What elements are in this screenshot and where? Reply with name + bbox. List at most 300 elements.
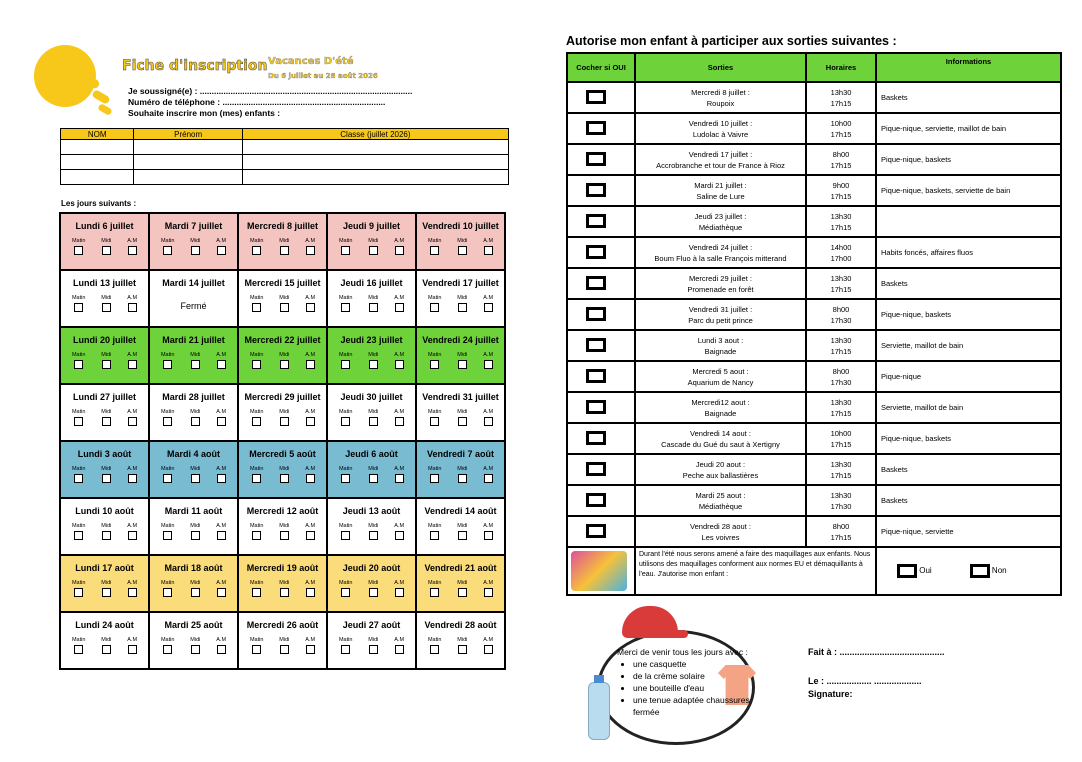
slot-checkbox[interactable] (280, 303, 289, 312)
subtitle-text: Vacances D'été (268, 56, 354, 67)
slot-checkbox[interactable] (430, 417, 439, 426)
outing-horaires (806, 361, 876, 392)
slot-checkbox[interactable] (191, 474, 200, 483)
slot-checkbox[interactable] (252, 645, 261, 654)
slot-checkbox[interactable] (102, 360, 111, 369)
outing-date: Vendredi 10 juillet : (688, 118, 753, 128)
slot (101, 523, 111, 540)
slot-checkbox[interactable] (306, 588, 315, 597)
slot-checkbox[interactable] (484, 417, 493, 426)
slot-checkbox[interactable] (163, 417, 172, 426)
slot-checkbox[interactable] (74, 588, 83, 597)
slot (216, 466, 226, 483)
outing-start: 13h30 (830, 490, 852, 500)
slot-checkbox[interactable] (430, 645, 439, 654)
slot-checkbox[interactable] (369, 588, 378, 597)
slot-checkbox[interactable] (128, 474, 137, 483)
slot (279, 637, 289, 654)
slot-group (239, 523, 326, 540)
day-name: Lundi 20 juillet (72, 335, 136, 345)
slot-label: Matin (249, 523, 264, 529)
day-name: Lundi 27 juillet (72, 392, 136, 402)
prenom-cell[interactable] (134, 140, 242, 155)
slot-checkbox[interactable] (102, 303, 111, 312)
day-name: Mercredi 22 juillet (244, 335, 321, 345)
col-sorties: Sorties (635, 53, 806, 82)
slot-checkbox[interactable] (280, 417, 289, 426)
makeup-non-checkbox[interactable] (970, 564, 990, 578)
classe-cell[interactable] (242, 170, 508, 185)
slot-group (239, 295, 326, 312)
slot-checkbox[interactable] (163, 474, 172, 483)
slot-checkbox[interactable] (430, 303, 439, 312)
slot-checkbox[interactable] (395, 588, 404, 597)
slot-label: Matin (71, 238, 86, 244)
calendar-day-cell (327, 213, 416, 270)
slot-checkbox[interactable] (458, 531, 467, 540)
day-name: Vendredi 24 juillet (422, 335, 499, 345)
outing-checkbox[interactable] (586, 152, 606, 166)
slot (457, 352, 467, 369)
slot (483, 466, 493, 483)
slot-checkbox[interactable] (341, 588, 350, 597)
outing-start: 8h00 (832, 521, 850, 531)
slot-label: A.M (394, 523, 405, 529)
slot-checkbox[interactable] (484, 303, 493, 312)
slot-checkbox[interactable] (395, 417, 404, 426)
slot-checkbox[interactable] (369, 474, 378, 483)
slot-checkbox[interactable] (252, 360, 261, 369)
phone-line[interactable]: Numéro de téléphone : ..................................................................... (128, 97, 386, 107)
slot-checkbox[interactable] (217, 474, 226, 483)
col-informations: Informations (876, 53, 1061, 82)
slot-checkbox[interactable] (341, 531, 350, 540)
outing-row (567, 206, 1061, 237)
slot-checkbox[interactable] (369, 417, 378, 426)
slot-group (417, 466, 504, 483)
slot-checkbox[interactable] (341, 474, 350, 483)
classe-cell[interactable] (242, 140, 508, 155)
slot-checkbox[interactable] (280, 588, 289, 597)
slot (250, 409, 263, 426)
slot-checkbox[interactable] (369, 360, 378, 369)
slot-checkbox[interactable] (74, 474, 83, 483)
slot (250, 580, 263, 597)
outing-row (567, 423, 1061, 454)
calendar-day-cell (149, 555, 238, 612)
outing-horaires (806, 423, 876, 454)
outing-checkbox[interactable] (586, 121, 606, 135)
slot-checkbox[interactable] (217, 645, 226, 654)
slot-group (328, 580, 415, 597)
slot-checkbox[interactable] (163, 588, 172, 597)
outing-horaires (806, 175, 876, 206)
slot-label: Midi (101, 637, 112, 643)
slot-checkbox[interactable] (341, 417, 350, 426)
slot-label: A.M (394, 637, 405, 643)
signature-label: Signature: (808, 689, 853, 699)
slot-label: Midi (457, 580, 468, 586)
slot-checkbox[interactable] (306, 417, 315, 426)
slot (250, 466, 263, 483)
slot-group (417, 238, 504, 255)
outing-place: Parc du petit prince (688, 315, 753, 325)
calendar-week-row (60, 612, 505, 669)
slot-checkbox[interactable] (102, 531, 111, 540)
outing-start: 10h00 (830, 428, 852, 438)
outing-check-cell (567, 113, 635, 144)
slot-checkbox[interactable] (252, 303, 261, 312)
slot-checkbox[interactable] (128, 588, 137, 597)
slot-checkbox[interactable] (484, 246, 493, 255)
slot-checkbox[interactable] (217, 360, 226, 369)
slot-checkbox[interactable] (102, 417, 111, 426)
slot-group (61, 466, 148, 483)
outing-date: Jeudi 20 aout : (695, 459, 746, 469)
outing-checkbox[interactable] (586, 338, 606, 352)
slot-checkbox[interactable] (74, 360, 83, 369)
slot-label: A.M (305, 295, 316, 301)
slot-checkbox[interactable] (306, 474, 315, 483)
outing-date: Mercredi 5 aout : (692, 366, 749, 376)
slot-checkbox[interactable] (430, 474, 439, 483)
slot-checkbox[interactable] (252, 417, 261, 426)
slot (161, 580, 174, 597)
slot-checkbox[interactable] (484, 474, 493, 483)
slot-label: Midi (368, 295, 379, 301)
outing-end: 17h15 (830, 408, 852, 418)
outing-row (567, 237, 1061, 268)
slot-label: Matin (338, 238, 353, 244)
outing-date: Vendredi 17 juillet : (688, 149, 753, 159)
slot-checkbox[interactable] (163, 246, 172, 255)
slot-checkbox[interactable] (369, 303, 378, 312)
slot-checkbox[interactable] (458, 246, 467, 255)
slot-checkbox[interactable] (252, 531, 261, 540)
outing-info: Serviette, maillot de bain (876, 392, 1061, 423)
slot-label: A.M (127, 295, 138, 301)
day-name: Vendredi 28 août (424, 620, 497, 630)
outing-place: Baignade (704, 346, 737, 356)
slot-checkbox[interactable] (458, 474, 467, 483)
slot-checkbox[interactable] (458, 417, 467, 426)
slot-checkbox[interactable] (74, 531, 83, 540)
col-cocher: Cocher si OUI (567, 53, 635, 82)
outing-date: Lundi 3 aout : (697, 335, 744, 345)
slot (428, 352, 441, 369)
slot-checkbox[interactable] (191, 645, 200, 654)
slot-checkbox[interactable] (128, 417, 137, 426)
slot-checkbox[interactable] (458, 588, 467, 597)
slot-label: Midi (190, 466, 201, 472)
slot-checkbox[interactable] (484, 645, 493, 654)
slot-checkbox[interactable] (128, 531, 137, 540)
slot-label: Midi (190, 352, 201, 358)
slot-checkbox[interactable] (74, 303, 83, 312)
slot (339, 295, 352, 312)
slot-checkbox[interactable] (74, 246, 83, 255)
slot-checkbox[interactable] (102, 246, 111, 255)
slot-checkbox[interactable] (484, 531, 493, 540)
slot (127, 580, 137, 597)
slot-checkbox[interactable] (217, 417, 226, 426)
slot (101, 295, 111, 312)
makeup-image-cell (567, 547, 635, 595)
slot (457, 238, 467, 255)
date-line[interactable]: Le : .................. ................... (808, 676, 922, 686)
slot-group (61, 295, 148, 312)
day-name: Lundi 6 juillet (75, 221, 134, 231)
slot (394, 466, 404, 483)
slot (161, 523, 174, 540)
slot (394, 523, 404, 540)
slot-checkbox[interactable] (217, 588, 226, 597)
slot-label: A.M (216, 523, 227, 529)
slot-label: Midi (368, 352, 379, 358)
outing-checkbox[interactable] (586, 214, 606, 228)
nom-cell[interactable] (61, 155, 134, 170)
slot (279, 523, 289, 540)
classe-cell[interactable] (242, 155, 508, 170)
slot-checkbox[interactable] (341, 360, 350, 369)
slot-checkbox[interactable] (341, 645, 350, 654)
slot-checkbox[interactable] (430, 588, 439, 597)
day-name: Mercredi 5 août (249, 449, 316, 459)
slot-label: A.M (127, 523, 138, 529)
calendar-day-cell (149, 441, 238, 498)
prenom-cell[interactable] (134, 155, 242, 170)
calendar-day-cell (416, 555, 505, 612)
outing-place: Baignade (704, 408, 737, 418)
parent-name-line[interactable]: Je soussigné(e) : .......................................................................................... (128, 86, 413, 96)
calendar-day-cell (416, 612, 505, 669)
slot-checkbox[interactable] (102, 474, 111, 483)
outing-row (567, 485, 1061, 516)
slot-checkbox[interactable] (191, 360, 200, 369)
slot-label: Midi (368, 466, 379, 472)
outing-date: Vendredi 24 juillet : (688, 242, 753, 252)
slot-checkbox[interactable] (280, 645, 289, 654)
calendar-week-row (60, 555, 505, 612)
slot-checkbox[interactable] (217, 531, 226, 540)
slot-checkbox[interactable] (217, 246, 226, 255)
slot-checkbox[interactable] (280, 531, 289, 540)
slot-checkbox[interactable] (128, 645, 137, 654)
outing-checkbox[interactable] (586, 400, 606, 414)
slot-group (417, 352, 504, 369)
slot-checkbox[interactable] (458, 360, 467, 369)
slot-checkbox[interactable] (484, 588, 493, 597)
day-name: Mardi 18 août (164, 563, 223, 573)
makeup-row (567, 547, 1061, 595)
slot-label: A.M (305, 352, 316, 358)
outing-checkbox[interactable] (586, 183, 606, 197)
slot-checkbox[interactable] (74, 645, 83, 654)
day-name: Jeudi 27 août (342, 620, 401, 630)
fait-a-line[interactable]: Fait à : .......................................... (808, 647, 945, 657)
reminder-text (617, 646, 757, 718)
slot (72, 295, 85, 312)
slot (339, 352, 352, 369)
slot (457, 637, 467, 654)
slot (216, 238, 226, 255)
slot-checkbox[interactable] (341, 246, 350, 255)
slot-label: Matin (427, 295, 442, 301)
slot-checkbox[interactable] (191, 588, 200, 597)
slot-label: Midi (457, 466, 468, 472)
slot-checkbox[interactable] (306, 360, 315, 369)
slot-group (328, 409, 415, 426)
slot-checkbox[interactable] (395, 531, 404, 540)
slot-checkbox[interactable] (252, 474, 261, 483)
slot-checkbox[interactable] (191, 246, 200, 255)
outing-checkbox[interactable] (586, 90, 606, 104)
subtitle-dates: Du 6 juillet au 28 août 2026 (268, 72, 378, 80)
slot (250, 238, 263, 255)
slot-group (61, 352, 148, 369)
slot-group (328, 295, 415, 312)
outing-horaires (806, 206, 876, 237)
outing-date: Mercredi 29 juillet : (689, 273, 752, 283)
calendar-day-cell (327, 384, 416, 441)
slot-checkbox[interactable] (430, 531, 439, 540)
nom-cell[interactable] (61, 170, 134, 185)
slot (190, 523, 200, 540)
slot-checkbox[interactable] (430, 360, 439, 369)
slot-checkbox[interactable] (395, 360, 404, 369)
slot-label: A.M (483, 295, 494, 301)
outing-place: Ludolac à Vaivre (692, 129, 749, 139)
outing-info (876, 206, 1061, 237)
slot-checkbox[interactable] (128, 360, 137, 369)
slot (161, 466, 174, 483)
slot-checkbox[interactable] (484, 360, 493, 369)
slot-checkbox[interactable] (163, 531, 172, 540)
calendar-day-cell (327, 612, 416, 669)
outing-checkbox[interactable] (586, 462, 606, 476)
slot-label: Matin (249, 637, 264, 643)
slot-checkbox[interactable] (74, 417, 83, 426)
outing-start: 13h30 (830, 459, 852, 469)
outing-start: 8h00 (832, 366, 850, 376)
outing-sortie (635, 516, 806, 547)
calendar-grid (59, 212, 506, 670)
makeup-choice (876, 547, 1061, 595)
outing-checkbox[interactable] (586, 493, 606, 507)
outing-place: Accrobranche et tour de France à Rioz (656, 160, 785, 170)
slot-checkbox[interactable] (369, 246, 378, 255)
slot (250, 523, 263, 540)
slot (127, 523, 137, 540)
slot (368, 409, 378, 426)
slot-label: Midi (368, 523, 379, 529)
slot-group (239, 409, 326, 426)
outing-checkbox[interactable] (586, 431, 606, 445)
slot (483, 238, 493, 255)
slot-checkbox[interactable] (306, 303, 315, 312)
slot-label: Matin (71, 352, 86, 358)
slot-checkbox[interactable] (128, 303, 137, 312)
calendar-day-cell (149, 213, 238, 270)
calendar-day-cell (238, 270, 327, 327)
calendar-day-cell (149, 327, 238, 384)
outing-row (567, 82, 1061, 113)
slot-checkbox[interactable] (341, 303, 350, 312)
slot (72, 637, 85, 654)
slot (394, 295, 404, 312)
slot-checkbox[interactable] (102, 645, 111, 654)
slot-checkbox[interactable] (280, 360, 289, 369)
slot-checkbox[interactable] (191, 531, 200, 540)
outing-place: Promenade en forêt (687, 284, 754, 294)
slot-checkbox[interactable] (395, 246, 404, 255)
slot-checkbox[interactable] (458, 303, 467, 312)
slot-checkbox[interactable] (252, 246, 261, 255)
outing-check-cell (567, 82, 635, 113)
slot-label: Matin (160, 409, 175, 415)
outing-start: 9h00 (832, 180, 850, 190)
slot-label: A.M (127, 352, 138, 358)
slot-group (61, 637, 148, 654)
slot-checkbox[interactable] (369, 531, 378, 540)
slot-label: Midi (279, 637, 290, 643)
slot-label: A.M (216, 409, 227, 415)
outing-sortie (635, 113, 806, 144)
day-name: Mardi 28 juillet (162, 392, 225, 402)
slot (305, 352, 315, 369)
slot-checkbox[interactable] (306, 531, 315, 540)
slot-label: Matin (71, 637, 86, 643)
slot-checkbox[interactable] (252, 588, 261, 597)
slot-label: A.M (394, 580, 405, 586)
slot-checkbox[interactable] (306, 246, 315, 255)
reminder-item: • une tenue adaptée chaussures fermée (633, 694, 757, 718)
outing-horaires (806, 237, 876, 268)
slot-checkbox[interactable] (306, 645, 315, 654)
slot (428, 295, 441, 312)
slot-group (150, 466, 237, 483)
nom-cell[interactable] (61, 140, 134, 155)
slot-checkbox[interactable] (280, 246, 289, 255)
calendar-day-cell (327, 270, 416, 327)
makeup-oui-checkbox[interactable] (897, 564, 917, 578)
slot-checkbox[interactable] (369, 645, 378, 654)
slot-checkbox[interactable] (458, 645, 467, 654)
slot-checkbox[interactable] (191, 417, 200, 426)
slot-checkbox[interactable] (395, 645, 404, 654)
outing-checkbox[interactable] (586, 524, 606, 538)
slot-checkbox[interactable] (395, 474, 404, 483)
slot-checkbox[interactable] (128, 246, 137, 255)
outing-checkbox[interactable] (586, 245, 606, 259)
slot (101, 238, 111, 255)
slot-checkbox[interactable] (395, 303, 404, 312)
outing-checkbox[interactable] (586, 276, 606, 290)
slot-checkbox[interactable] (102, 588, 111, 597)
slot-checkbox[interactable] (430, 246, 439, 255)
outing-checkbox[interactable] (586, 369, 606, 383)
outing-checkbox[interactable] (586, 307, 606, 321)
slot-checkbox[interactable] (163, 360, 172, 369)
slot-checkbox[interactable] (280, 474, 289, 483)
calendar-week-row (60, 213, 505, 270)
slot (127, 352, 137, 369)
slot-label: Matin (160, 523, 175, 529)
slot-checkbox[interactable] (163, 645, 172, 654)
outing-check-cell (567, 268, 635, 299)
prenom-cell[interactable] (134, 170, 242, 185)
outing-check-cell (567, 175, 635, 206)
